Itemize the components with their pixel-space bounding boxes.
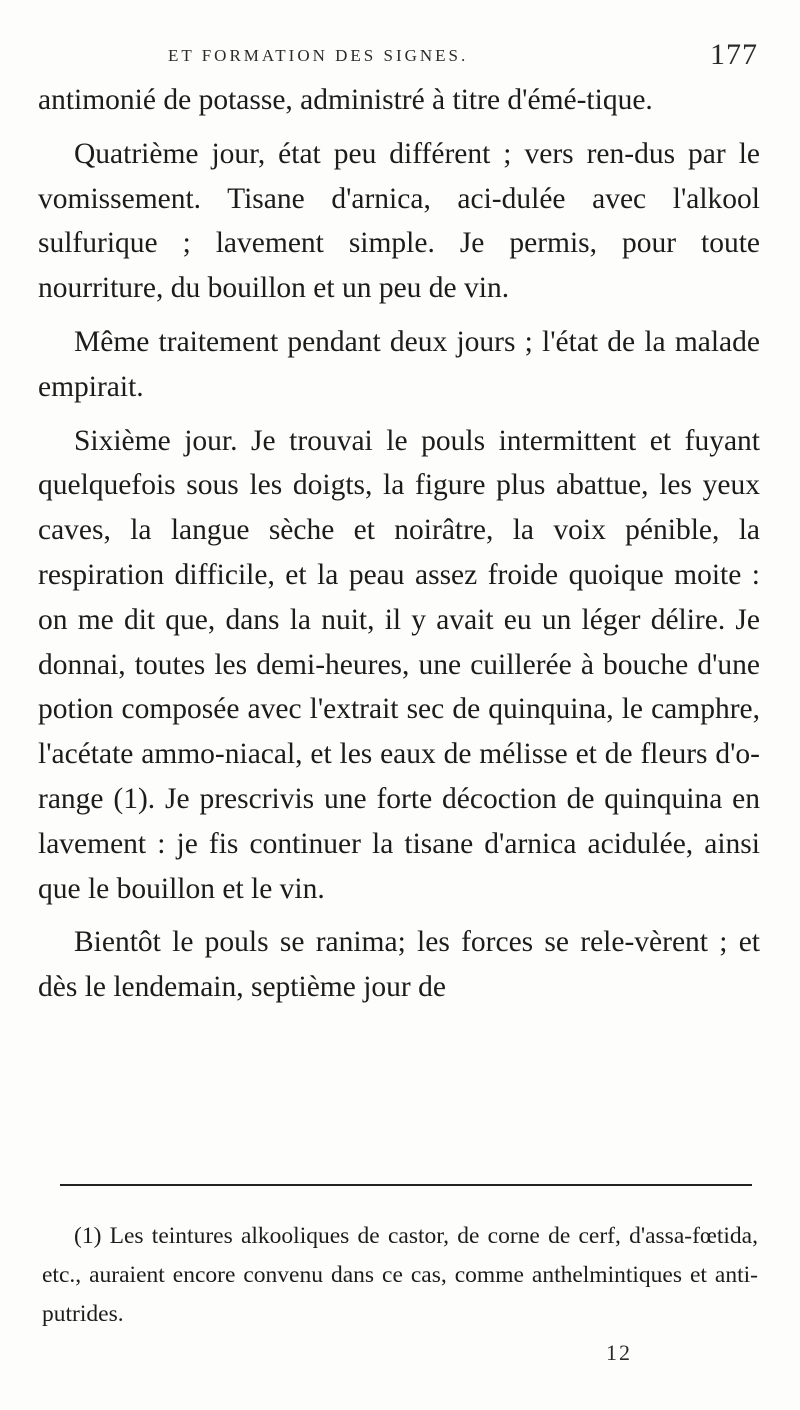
running-title: ET FORMATION DES SIGNES. [168,46,469,65]
signature-mark: 12 [606,1340,632,1365]
body-text [38,78,760,1010]
paragraph-5: Bientôt le pouls se ranima; les forces se rele-vèrent ; et dès le lendemain, septième jour de [38,926,760,1004]
paragraph-2: Quatrième jour, état peu différent ; vers ren-dus par le vomissement. Tisane d'arnica, aci-dulée avec l'alkool sulfurique ; lavement simple. Je permis, pour toute nourriture, du bouillon et un peu de vin. [38,137,760,305]
paragraph-4: Sixième jour. Je trouvai le pouls intermittent et fuyant quelquefois sous les doigts, la figure plus abattue, les yeux caves, la langue sèche et noirâtre, la voix pénible, la respiration difficile, et la peau assez froide quoique moite : on me dit que, dans la nuit, il y avait eu un léger délire. Je donnai, toutes les demi-heures, une cuillerée à bouche d'une potion composée avec l'extrait sec de quinquina, le camphre, l'acétate ammo-niacal, et les eaux de mélisse et de fleurs d'o-range (1). Je prescrivis une forte décoction de quinquina en lavement : je fis continuer la tisane d'arnica acidulée, ainsi que le bouillon et le vin. [38,424,760,905]
paragraph-1: antimonié de potasse, administré à titre d'émé-tique. [38,84,653,116]
footnote: (1) Les teintures alkooliques de castor, de corne de cerf, d'assa-fœtida, etc., auraient encore convenu dans ce cas, comme anthelmintiques et anti-putrides. [42,1223,758,1327]
paragraph-3: Même traitement pendant deux jours ; l'état de la malade empirait. [38,325,760,403]
page-number: 177 [710,38,758,71]
running-head [0,38,800,78]
footnote-divider [60,1184,752,1186]
